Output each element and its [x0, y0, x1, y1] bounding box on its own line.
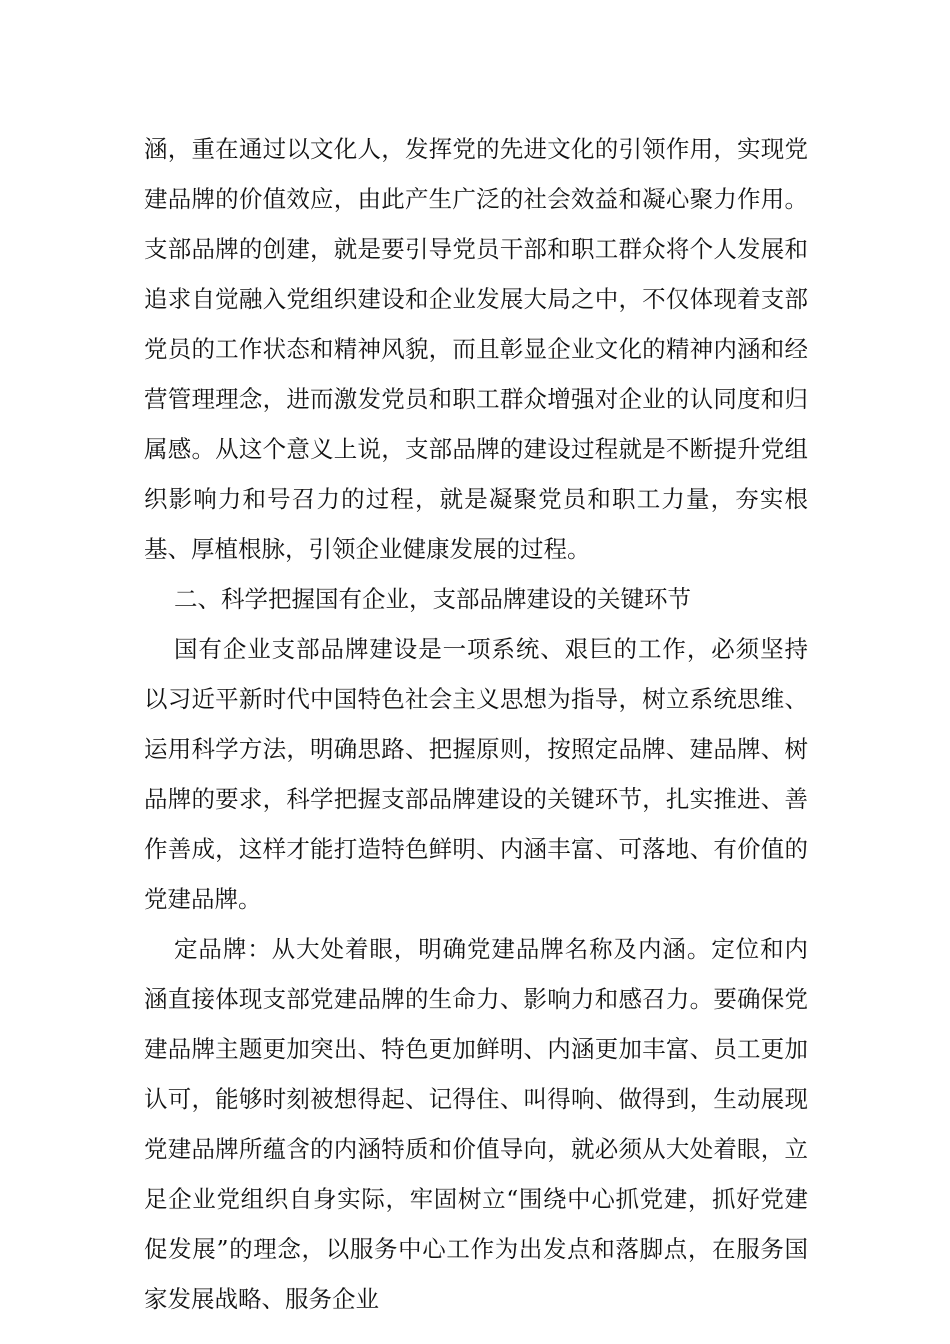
section-heading: 二、科学把握国有企业，支部品牌建设的关键环节: [174, 585, 691, 613]
paragraph-continuation: 涵，重在通过以文化人，发挥党的先进文化的引领作用，实现党建品牌的价值效应，由此产生广泛的社会效益和凝心聚力作用。支部品牌的创建，就是要引导党员干部和职工群众将个人发展和追求自觉融入党组织建设和企业发展大局之中，不仅体现着支部党员的工作状态和精神风貌，而且彰显企业文化的精神内涵和经营管理理念，进而激发党员和职工群众增强对企业的认同度和归属感。从这个意义上说，支部品牌的建设过程就是不断提升党组织影响力和号召力的过程，就是凝聚党员和职工力量，夯实根基、厚植根脉，引领企业健康发展的过程。: [144, 135, 808, 563]
paragraph-body: 国有企业支部品牌建设是一项系统、艰巨的工作，必须坚持以习近平新时代中国特色社会主义思想为指导，树立系统思维、运用科学方法，明确思路、把握原则，按照定品牌、建品牌、树品牌的要求，科学把握支部品牌建设的关键环节，扎实推进、善作善成，这样才能打造特色鲜明、内涵丰富、可落地、有价值的党建品牌。: [144, 635, 808, 913]
paragraph-body: 定品牌：从大处着眼，明确党建品牌名称及内涵。定位和内涵直接体现支部党建品牌的生命力、影响力和感召力。要确保党建品牌主题更加突出、特色更加鲜明、内涵更加丰富、员工更加认可，能够时刻被想得起、记得住、叫得响、做得到，生动展现党建品牌所蕴含的内涵特质和价值导向，就必须从大处着眼，立足企业党组织自身实际，牢固树立“围绕中心抓党建，抓好党建促发展”的理念，以服务中心工作为出发点和落脚点，在服务国家发展战略、服务企业: [144, 935, 808, 1313]
document-body: [144, 124, 808, 1324]
